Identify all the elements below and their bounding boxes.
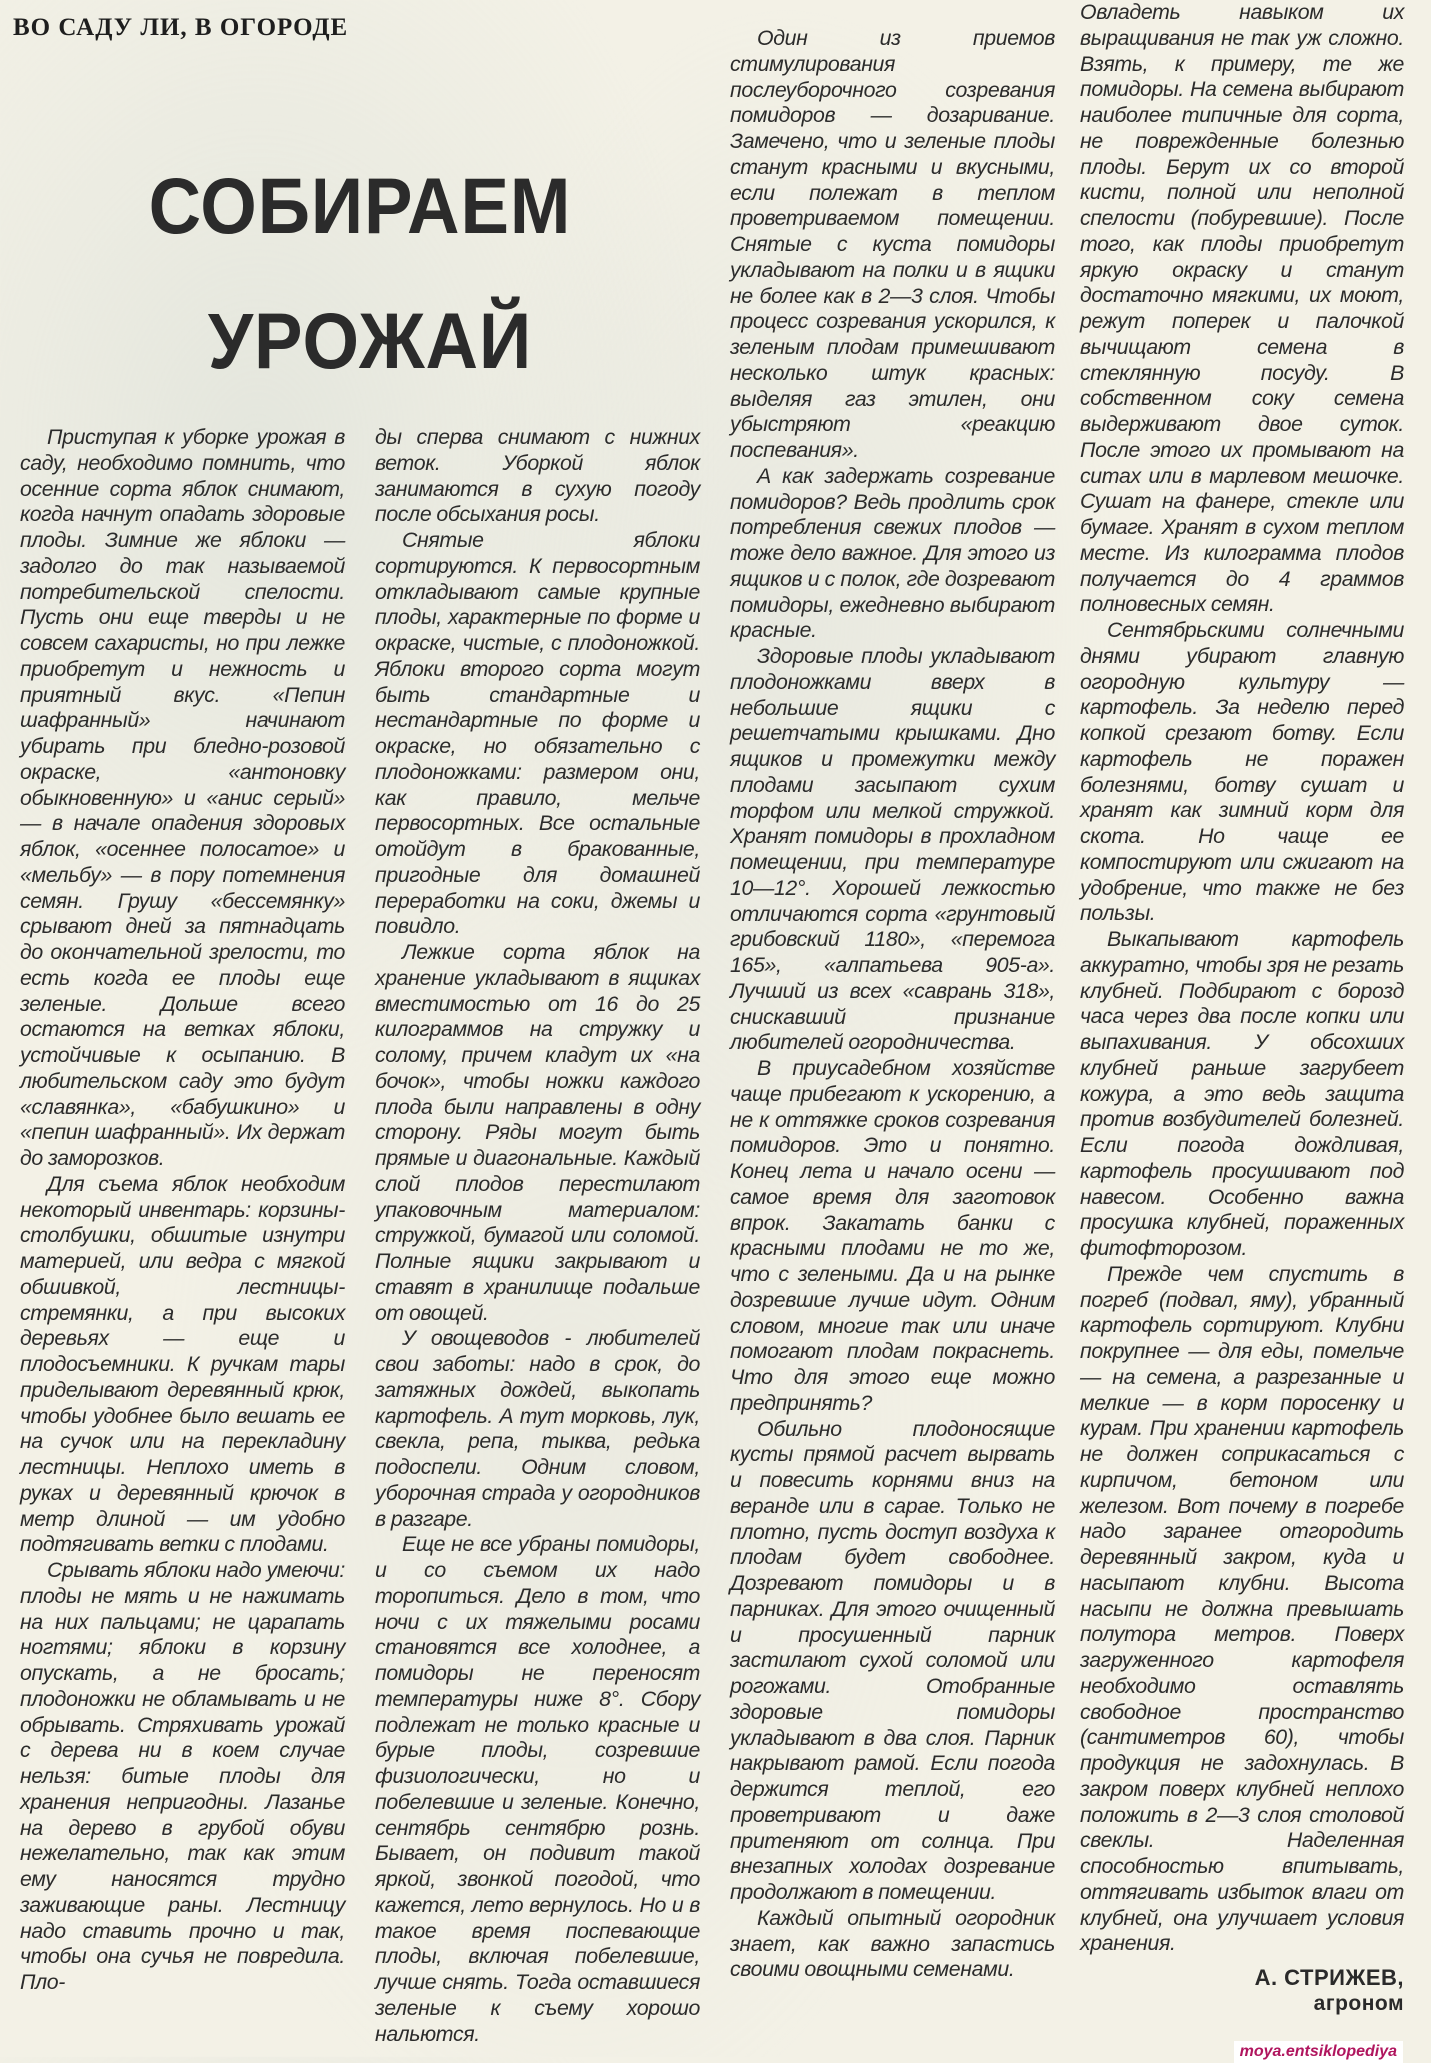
text-column-1 [20,425,345,1996]
section-rubric: ВО САДУ ЛИ, В ОГОРОДЕ [13,14,349,41]
paragraph: ды сперва снимают с нижних веток. Уборкой яблок занимаются в сухую погоду после обсыхания росы. [375,425,700,527]
paragraph: Для съема яблок необходим некоторый инвентарь: корзины-столбушки, обшитые изнутри материей, или ведра с мягкой обшивкой, лестницы-стремянки, а при высоких деревьях — еще и плодосъемники. К ручкам тары приделывают деревянный крюк, чтобы удобнее было вешать ее на сучок или на перекладину лестницы. Неплохо иметь в руках и деревянный крючок в метр длиной — им удобно подтягивать ветки с плодами. [20,1171,345,1557]
paragraph: У овощеводов - любителей свои заботы: надо в срок, до затяжных дождей, выкопать картофель. А тут морковь, лук, свекла, репа, тыква, редька подоспели. Одним словом, уборочная страда у огородников в разгаре. [375,1326,700,1531]
paragraph: В приусадебном хозяйстве чаще прибегают к ускорению, а не к оттяжке сроков созревания помидоров. Это и понятно. Конец лета и начало осени — самое время для заготовок впрок. Закатать банки с красными плодами не то же, что с зелеными. Да и на рынке дозревшие лучше идут. Одним словом, многие так или иначе помогают плодам покраснеть. Что для этого еще можно предпринять? [730,1056,1055,1415]
paragraph: Обильно плодоносящие кусты прямой расчет вырвать и повесить корнями вниз на веранде или в сарае. Только не плотно, пусть доступ воздуха к плодам будет свободнее. Дозревают помидоры и в парниках. Для этого очищенный и просушенный парник застилают сухой соломой или рогожами. Отобранные здоровые помидоры укладывают в два слоя. Парник накрывают рамой. Если погода держится теплой, его проветривают и даже притеняют от солнца. При внезапных холодах дозревание продолжают в помещении. [730,1416,1055,1904]
paragraph: Снятые яблоки сортируются. К первосортным откладывают самые крупные плоды, характерные по форме и окраске, чистые, с плодоножкой. Яблоки второго сорта могут быть стандартные и нестандартные по форме и окраске, но обязательно с плодоножками: размером они, как правило, мельче первосортных. Все остальные отойдут в бракованные, пригодные для домашней переработки на соки, джемы и повидло. [375,528,700,939]
source-watermark: moya.entsiklopediya [1234,2041,1403,2063]
paragraph: Прежде чем спустить в погреб (подвал, яму), убранный картофель сортируют. Клубни покрупнее — для еды, помельче — на семена, а разрезанные и мелкие — в корм поросенку и курам. При хранении картофель не должен соприкасаться с кирпичом, бетоном или железом. Вот почему в погребе надо заранее отгородить деревянный закром, куда и насыпают клубни. Высота насыпи не должна превышать полутора метров. Поверх загруженного картофеля необходимо оставлять свободное пространство (сантиметров 60), чтобы продукция не задохнулась. В закром поверх клубней неплохо положить в 2—3 слоя столовой свеклы. Наделенная способностью впитывать, оттягивать избыток влаги от клубней, она улучшает условия хранения. [1080,1261,1404,1956]
paragraph: А как задержать созревание помидоров? Ведь продлить срок потребления свежих плодов — тоже дело важное. Для этого из ящиков и с полок, где дозревают помидоры, ежедневно выбирают красные. [730,463,1055,643]
paragraph: Один из приемов стимулирования послеуборочного созревания помидоров — дозаривание. Замечено, что и зеленые плоды станут красными и вкусными, если полежат в теплом проветриваемом помещении. Снятые с куста помидоры укладывают на полки и в ящики не более как в 2—3 слоя. Чтобы процесс созревания ускорился, к зеленым плодам примешивают несколько штук красных: выделяя газ этилен, они убыстряют «реакцию поспевания». [730,26,1055,462]
paragraph: Овладеть навыком их выращивания не так уж сложно. Взять, к примеру, те же помидоры. На семена выбирают наиболее типичные для сорта, не поврежденные болезнью плоды. Берут их со второй кисти, полной или неполной спелости (побуревшие). После того, как плоды приобретут яркую окраску и станут достаточно мягкими, их моют, режут поперек и палочкой вычищают семена в стеклянную посуду. В собственном соку семена выдерживают двое суток. После этого их промывают на ситах или в марлевом мешочке. Сушат на фанере, стекле или бумаге. Хранят в сухом теплом месте. Из килограмма плодов получается до 4 граммов полновесных семян. [1080,0,1404,617]
text-column-3 [730,26,1055,1983]
paragraph: Срывать яблоки надо умеючи: плоды не мять и не нажимать на них пальцами; не царапать ногтями; яблоки в корзину опускать, а не бросать; плодоножки не обламывать и не обрывать. Стряхивать урожай с дерева ни в коем случае нельзя: битые плоды для хранения непригодны. Лазанье на дерево в грубой обуви нежелательно, так как этим ему наносятся трудно заживающие раны. Лестницу надо ставить прочно и так, чтобы она сучья не повредила. Пло- [20,1558,345,1994]
text-column-4 [1080,0,1404,1957]
paragraph: Приступая к уборке урожая в саду, необходимо помнить, что осенние сорта яблок снимают, когда начнут опадать здоровые плоды. Зимние же яблоки — задолго до так называемой потребительской спелости. Пусть они еще тверды и не совсем сахаристы, но при лежке приобретут и нежность и приятный вкус. «Пепин шафранный» начинают убирать при бледно-розовой окраске, «антоновку обыкновенную» и «анис серый» — в начале опадения здоровых яблок, «осеннее полосатое» и «мельбу» — в пору потемнения семян. Грушу «бессемянку» срывают дней за пятнадцать до окончательной зрелости, то есть когда ее плоды еще зеленые. Дольше всего остаются на ветках яблоки, устойчивые к осыпанию. В любительском саду это будут «славянка», «бабушкино» и «пепин шафранный». Их держат до заморозков. [20,425,345,1170]
paragraph: Здоровые плоды укладывают плодоножками вверх в небольшие ящики с решетчатыми крышками. Дно ящиков и промежутки между плодами засыпают сухим торфом или мелкой стружкой. Хранят помидоры в прохладном помещении, при температуре 10—12°. Хорошей лежкостью отличаются сорта «грунтовый грибовский 1180», «перемога 165», «алпатьева 905-а». Лучший из всех «саврань 318», снискавший признание любителей огородничества. [730,644,1055,1055]
article-title-line-1: СОБИРАЕМ [148,161,572,250]
paragraph: Каждый опытный огородник знает, как важно запастись своими овощными семенами. [730,1905,1055,1982]
author-role: агроном [1313,1992,1404,2015]
paragraph: Еще не все убраны помидоры, и со съемом их надо торопиться. Дело в том, что ночи с их тяжелыми росами становятся все холоднее, а помидоры не переносят температуры ниже 8°. Сбору подлежат не только красные и бурые плоды, созревшие физиологически, но и побелевшие и зеленые. Конечно, сентябрь сентябрю рознь. Бывает, он подивит такой яркой, звонкой погодой, что кажется, лето вернулось. Но и в такое время поспевающие плоды, включая побелевшие, лучше снять. Тогда оставшиеся зеленые к съему хорошо нальются. [375,1532,700,2046]
author-name: А. СТРИЖЕВ, [1254,1965,1404,1990]
paragraph: Лежкие сорта яблок на хранение укладывают в ящиках вместимостью от 16 до 25 килограммов на стружку и солому, причем кладут их «на бочок», чтобы ножки каждого плода были направлены в одну сторону. Ряды могут быть прямые и диагональные. Каждый слой плодов перестилают упаковочным материалом: стружкой, бумагой или соломой. Полные ящики закрывают и ставят в хранилище подальше от овощей. [375,940,700,1325]
paragraph: Выкапывают картофель аккуратно, чтобы зря не резать клубней. Подбирают с борозд часа через два после копки или выпахивания. У обсохших клубней раньше загрубеет кожура, а это ведь защита против возбудителей болезней. Если погода дождливая, картофель просушивают под навесом. Особенно важна просушка клубней, пораженных фитофторозом. [1080,927,1404,1260]
paragraph: Сентябрьскими солнечными днями убирают главную огородную культуру — картофель. За неделю перед копкой срезают ботву. Если картофель не поражен болезнями, ботву сушат и хранят как зимний корм для скота. Но чаще ее компостируют или сжигают на удобрение, что также не без пользы. [1080,618,1404,926]
text-column-2 [375,425,700,2047]
article-title-line-2: УРОЖАЙ [207,296,533,385]
